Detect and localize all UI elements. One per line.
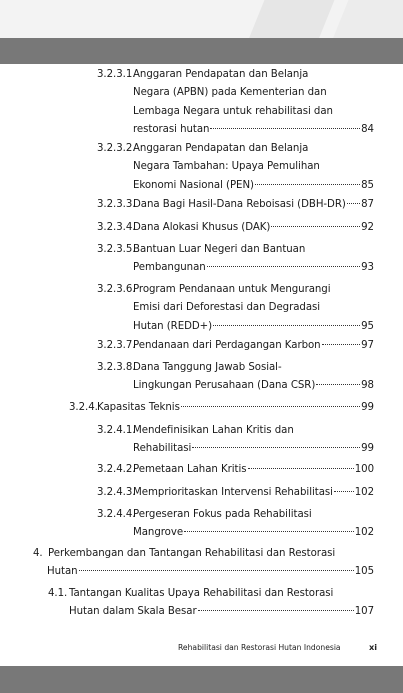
footer-title: Rehabilitasi dan Restorasi Hutan Indonesia (178, 643, 341, 652)
dot-leader (322, 344, 361, 345)
toc-entry-title-line: Anggaran Pendapatan dan Belanja (133, 143, 309, 154)
dot-leader (248, 468, 354, 469)
toc-entry-page: 105 (354, 566, 374, 578)
toc-entry-page: 85 (361, 179, 374, 191)
toc-entry-title-line: Lembaga Negara untuk rehabilitasi dan (133, 105, 333, 117)
toc-entry-number: 3.2.4.4. (97, 509, 136, 520)
header-band (0, 0, 403, 38)
toc-entry-page: 102 (354, 487, 374, 498)
dot-leader (334, 491, 354, 492)
decorative-shape (333, 0, 403, 38)
toc-entry-title-line: Dana Tanggung Jawab Sosial- (133, 362, 282, 373)
dot-leader (207, 266, 360, 267)
toc-entry-page: 93 (361, 262, 374, 274)
toc-entry-title-line: Pergeseran Fokus pada Rehabilitasi (133, 509, 312, 520)
dot-leader (198, 610, 354, 611)
toc-entry-title-line: Hutan (REDD+) (133, 320, 213, 332)
decorative-shape (249, 0, 337, 38)
dot-leader (192, 447, 360, 448)
toc-entry-number: 3.2.3.3. (97, 199, 136, 210)
toc-entry-title-line: Dana Bagi Hasil-Dana Reboisasi (DBH-DR) (133, 199, 346, 210)
toc-entry-number: 4.1. (48, 588, 68, 599)
header-bar (0, 38, 403, 64)
toc-entry-title-line: Memprioritaskan Intervensi Rehabilitasi (133, 487, 333, 498)
toc-entry-title-line: Mendefinisikan Lahan Kritis dan (133, 425, 294, 436)
toc-entry-title-line: Emisi dari Deforestasi dan Degradasi (133, 302, 321, 314)
toc-entry-title-line: Rehabilitasi (133, 443, 192, 455)
dot-leader (181, 406, 360, 407)
toc-entry-page: 95 (361, 320, 374, 332)
toc-entry-title-line: Hutan (47, 566, 78, 578)
toc-entry-title-line: Ekonomi Nasional (PEN) (133, 179, 254, 191)
toc-entry-page: 99 (361, 402, 374, 413)
toc-entry-number: 3.2.4.3. (97, 487, 136, 498)
toc-entry-number: 3.2.3.8. (97, 362, 136, 373)
toc-entry-title-line: Negara (APBN) pada Kementerian dan (133, 87, 327, 99)
toc-entry-number: 3.2.3.6. (97, 284, 136, 295)
dot-leader (255, 184, 360, 185)
dot-leader (271, 226, 360, 227)
toc-entry-title-line: Pemetaan Lahan Kritis (133, 464, 247, 475)
toc-entry-page: 100 (354, 464, 374, 475)
toc-entry-title-line: Pendanaan dari Perdagangan Karbon (133, 340, 321, 351)
dot-leader (79, 570, 354, 571)
toc-entry-number: 3.2.3.7. (97, 340, 136, 351)
footer-bar (0, 666, 403, 693)
toc-entry-page: 84 (361, 123, 374, 135)
toc-entry-number: 3.2.4.2. (97, 464, 136, 475)
toc-entry-title-line: Kapasitas Teknis (97, 402, 180, 413)
toc-entry-number: 3.2.4.1. (97, 425, 136, 436)
toc-entry-title-line: Dana Alokasi Khusus (DAK) (133, 222, 271, 233)
toc-entry-title-line: Anggaran Pendapatan dan Belanja (133, 69, 309, 80)
toc-entry-page: 87 (361, 199, 374, 210)
dot-leader (213, 325, 360, 326)
toc-entry-number: 3.2.3.5. (97, 244, 136, 255)
toc-entry-number: 4. (33, 548, 43, 559)
toc-entry-title-line: Perkembangan dan Tantangan Rehabilitasi dan Restorasi (48, 548, 336, 559)
dot-leader (210, 128, 360, 129)
toc-entry-number: 3.2.4. (69, 402, 98, 413)
toc-entry-title-line: Pembangunan (133, 262, 206, 274)
footer-page-number: xi (369, 642, 378, 652)
toc-entry-number: 3.2.3.2. (97, 143, 136, 154)
dot-leader (316, 384, 360, 385)
toc-entry-number: 3.2.3.1. (97, 69, 136, 80)
toc-entry-page: 102 (354, 527, 374, 539)
toc-entry-page: 92 (361, 222, 374, 233)
toc-entry-title-line: Negara Tambahan: Upaya Pemulihan (133, 161, 320, 173)
toc-entry-title-line: Bantuan Luar Negeri dan Bantuan (133, 244, 306, 255)
toc-entry-title-line: Program Pendanaan untuk Mengurangi (133, 284, 331, 295)
dot-leader (347, 203, 360, 204)
toc-entry-title-line: Lingkungan Perusahaan (Dana CSR) (133, 380, 316, 392)
toc-entry-number: 3.2.3.4. (97, 222, 136, 233)
toc-entry-title-line: Hutan dalam Skala Besar (69, 606, 197, 618)
toc-entry-page: 98 (361, 380, 374, 392)
dot-leader (184, 531, 354, 532)
toc-entry-title-line: Tantangan Kualitas Upaya Rehabilitasi dan Restorasi (69, 588, 334, 599)
toc-entry-page: 107 (354, 606, 374, 618)
toc-entry-title-line: restorasi hutan (133, 123, 210, 135)
toc-entry-page: 99 (361, 443, 374, 455)
toc-entry-title-line: Mangrove (133, 527, 184, 539)
toc-entry-page: 97 (361, 340, 374, 351)
